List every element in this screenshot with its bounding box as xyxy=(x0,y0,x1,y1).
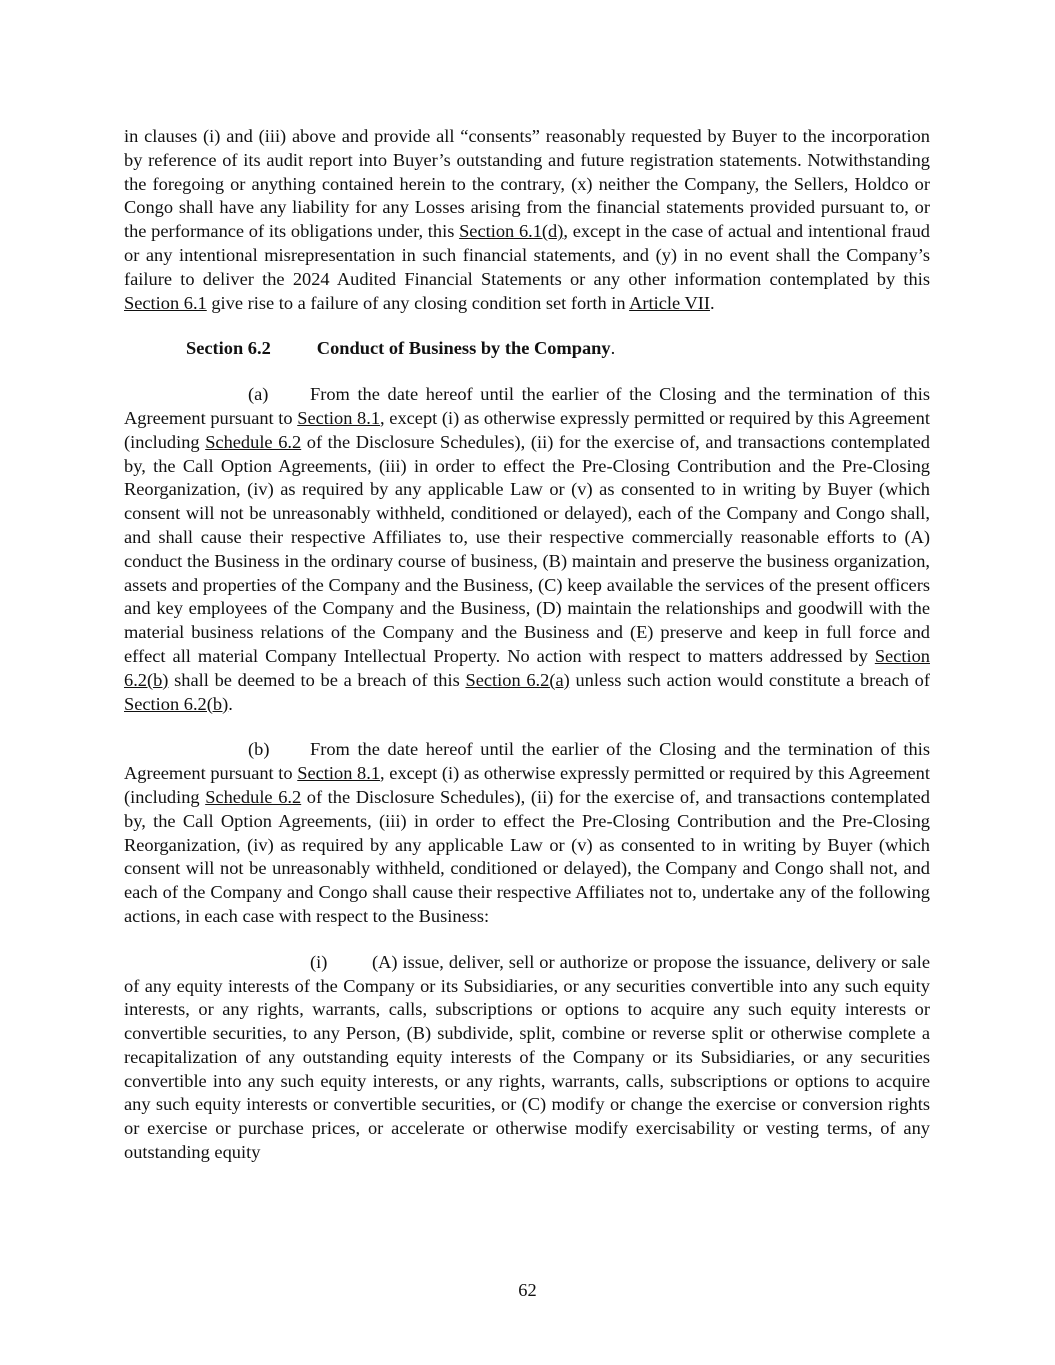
cross-reference: Section 6.2(b) xyxy=(124,645,930,690)
text-run: . xyxy=(709,292,715,313)
text-run: , except in the case of actual and intentional fraud or any intentional misrepresentation in such financial statements, and (y) in no event shall the Company’s failure to deliver the 2024 Audited Financial Statements or any other information contemplated by this xyxy=(124,221,930,289)
text-run: in clauses (i) and (iii) above and provide all “consents” reasonably requested by Buyer to the incorporation by reference of its audit report into Buyer’s outstanding and future registration statements. Notwithstanding the foregoing or anything contained herein to the contrary, (x) neither the Company, the Sellers, Holdco or Congo shall have any liability for any Losses arising from the financial statements provided pursuant to, or the performance of its obligations under, this xyxy=(124,126,930,242)
cross-reference: Section 6.1 xyxy=(124,292,207,313)
document-page xyxy=(124,125,930,1165)
text-run: of the Disclosure Schedules), (ii) for the exercise of, and transactions contemplated by, the Call Option Agreements, (iii) in order to effect the Pre-Closing Contribution and the Pre-Closing Reorganization, (iv) as required by any applicable Law or (v) as consented to in writing by Buyer (which consent will not be unreasonably withheld, conditioned or delayed), the Company and Congo shall not, and each of the Company and Congo shall cause their respective Affiliates not to, undertake any of the following actions, in each case with respect to the Business: xyxy=(124,786,930,926)
cross-reference: Section 6.2(b) xyxy=(124,693,229,714)
paragraph-i xyxy=(124,951,930,1165)
text-run: unless such action would constitute a breach of xyxy=(569,669,930,690)
text-run: From the date hereof until the earlier of the Closing and the termination of this Agreement pursuant to xyxy=(124,384,930,428)
paragraph-label: (i) xyxy=(310,951,328,972)
cross-reference: Section 8.1 xyxy=(297,407,381,428)
section-title: Conduct of Business by the Company xyxy=(316,338,611,359)
text-run: shall be deemed to be a breach of this xyxy=(168,669,466,690)
cross-reference: Section 8.1 xyxy=(297,763,381,784)
paragraph-continuation xyxy=(124,125,930,315)
section-heading xyxy=(124,337,930,361)
text-run: . xyxy=(228,693,233,714)
text-run: , except (i) as otherwise expressly permitted or required by this Agreement (including xyxy=(124,407,930,452)
paragraph-label: (a) xyxy=(248,384,269,405)
text-run: (A) issue, deliver, sell or authorize or propose the issuance, delivery or sale of any equity interests of the Company or its Subsidiaries, or any securities convertible into any such equity interests, or any rights, warrants, calls, subscriptions or options to acquire any such equity interests or convertible securities, to any Person, (B) subdivide, split, combine or reverse split or otherwise complete a recapitalization of any outstanding equity interests of the Company or its Subsidiaries, or any securities convertible into any such equity interests, or any rights, warrants, calls, subscriptions or options to acquire any such equity interests or convertible securities, or (C) modify or change the exercise or conversion rights or exercise or purchase prices, or accelerate or otherwise modify exercisability or vesting terms, of any outstanding equity xyxy=(124,951,930,1163)
text-run: give rise to a failure of any closing condition set forth in xyxy=(206,292,630,313)
text-run: From the date hereof until the earlier of the Closing and the termination of this Agreement pursuant to xyxy=(124,739,930,784)
cross-reference: Article VII xyxy=(629,292,710,313)
cross-reference: Schedule 6.2 xyxy=(205,786,302,807)
text-run: of the Disclosure Schedules), (ii) for the exercise of, and transactions contemplated by, the Call Option Agreements, (iii) in order to effect the Pre-Closing Contribution and the Pre-Closing Reorganization, (iv) as required by any applicable Law or (v) as consented to in writing by Buyer (which consent will not be unreasonably withheld, conditioned or delayed), each of the Company and Congo shall, and shall cause their respective Affiliates to, use their respective commercially reasonable efforts to (A) conduct the Business in the ordinary course of business, (B) maintain and preserve the business organization, assets and properties of the Company and the Business, (C) keep available the services of the present officers and key employees of the Company and the Business, (D) maintain the relationships and goodwill with the material business relations of the Company and the Business and (E) preserve and keep in full force and effect all material Company Intellectual Property. No action with respect to matters addressed by xyxy=(124,431,930,666)
section-number: Section 6.2 xyxy=(186,338,271,359)
text-run: . xyxy=(610,338,616,359)
cross-reference: Section 6.1(d) xyxy=(459,221,564,242)
cross-reference: Schedule 6.2 xyxy=(205,431,302,452)
text-run: , except (i) as otherwise expressly permitted or required by this Agreement (including xyxy=(124,763,930,807)
page-number: 62 xyxy=(518,1280,537,1300)
cross-reference: Section 6.2(a) xyxy=(465,669,570,690)
paragraph-a xyxy=(124,383,930,716)
paragraph-b xyxy=(124,738,930,928)
paragraph-label: (b) xyxy=(248,739,270,760)
